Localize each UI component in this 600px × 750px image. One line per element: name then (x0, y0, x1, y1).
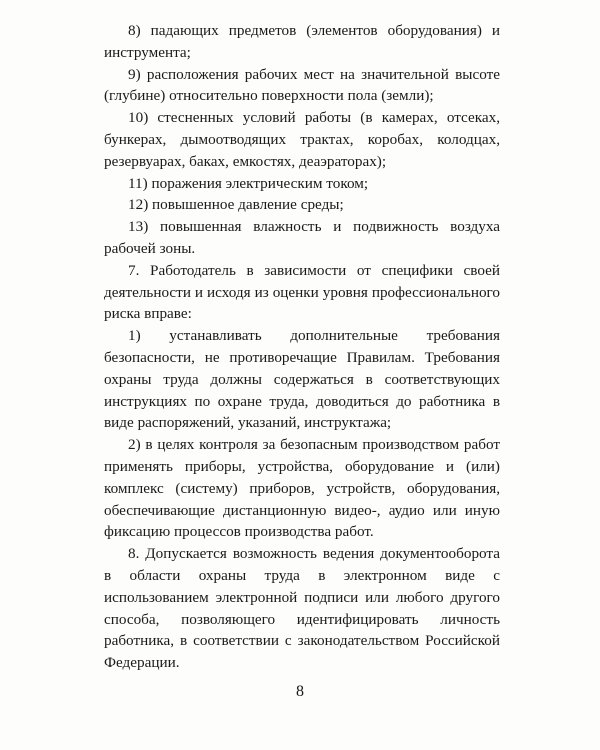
paragraph-clause-7-item-2: 2) в целях контроля за безопасным производством работ применять приборы, устройства, оборудование и (или) комплекс (систему) приборов, устройств, оборудования, обеспечивающие дистанционную видео-, аудио или иную фиксацию процессов производства работ. (104, 436, 500, 541)
paragraph-item-12-pressure: 12) повышенное давление среды; (128, 196, 344, 214)
paragraph-item-8-falling-objects: 8) падающих предметов (элементов оборудования) и инструмента; (104, 22, 500, 61)
paragraph-item-10-confined-spaces: 10) стесненных условий работы (в камерах, отсеках, бункерах, дымоотводящих трактах, коробах, колодцах, резервуарах, баках, емкостях, деаэраторах); (104, 109, 500, 170)
paragraph-clause-7: 7. Работодатель в зависимости от специфики своей деятельности и исходя из оценки уровня профессионального риска вправе: (104, 261, 500, 323)
page-number: 8 (296, 683, 304, 700)
paragraph-clause-7-item-1: 1) устанавливать дополнительные требования безопасности, не противоречащие Правилам. Требования охраны труда должны содержаться в соответствующих инструкциях по охране труда, доводиться до работника в виде распоряжений, указаний, инструктажа; (104, 327, 500, 432)
paragraph-clause-8: 8. Допускается возможность ведения документооборота в области охраны труда в электронном виде с использованием электронной подписи или любого другого способа, позволяющего идентифицировать личность работника, в соответствии с законодательством Российской Федерации. (104, 545, 500, 672)
paragraph-item-9-height-work: 9) расположения рабочих мест на значительной высоте (глубине) относительно поверхности пола (земли); (104, 65, 500, 105)
paragraph-item-13-humidity: 13) повышенная влажность и подвижность воздуха рабочей зоны. (104, 218, 500, 257)
paragraph-item-11-electric-shock: 11) поражения электрическим током; (128, 174, 369, 192)
body-text (104, 20, 500, 674)
